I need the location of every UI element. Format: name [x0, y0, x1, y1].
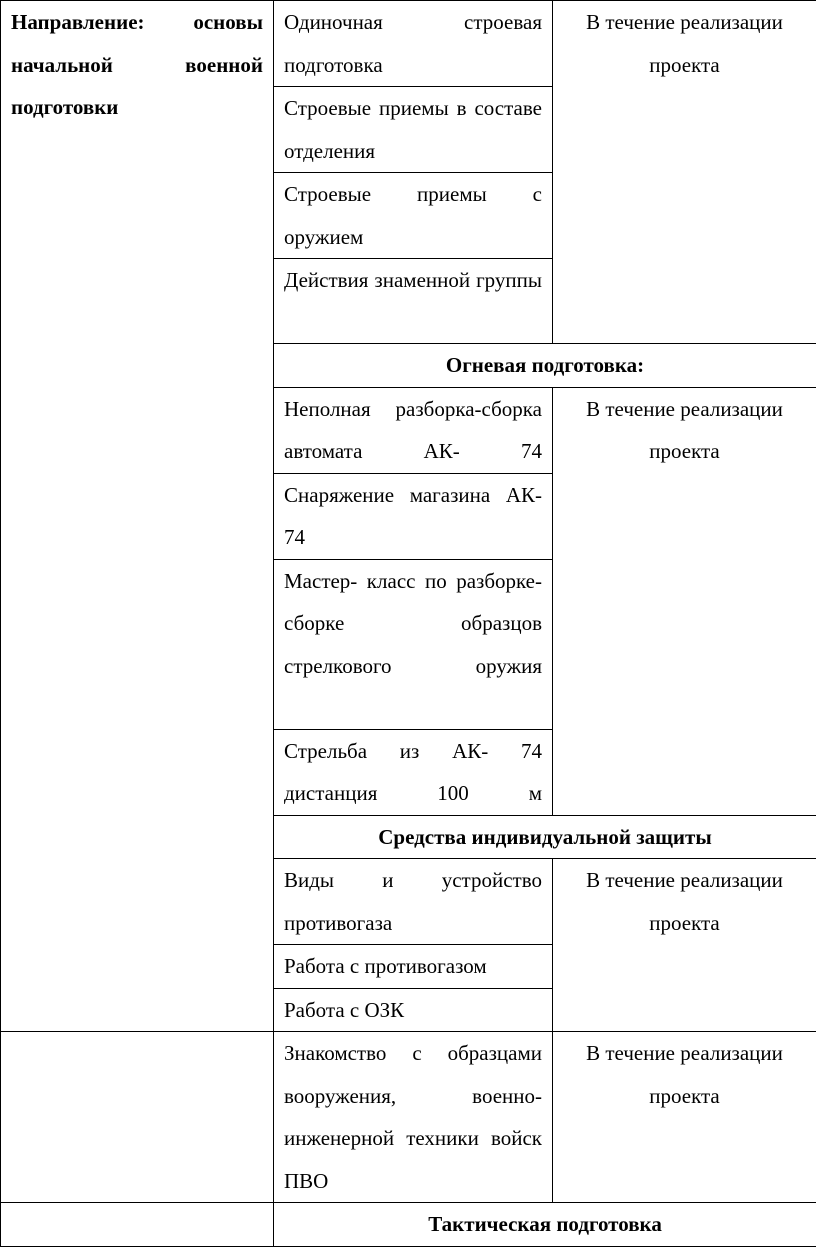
protection-period: В течение реализации проекта	[553, 859, 816, 1032]
empty-cell	[1, 1032, 274, 1203]
weapons-period: В течение реализации проекта	[553, 1032, 816, 1203]
drill-item: Строевые приемы в составе отделения	[274, 87, 553, 173]
fire-item: Неполная разборка-сборка автомата АК- 74	[274, 387, 553, 473]
direction-label	[1, 1, 274, 1032]
drill-period: В течение реализации проекта	[553, 1, 816, 344]
fire-item: Мастер- класс по разборке- сборке образцов стрелкового оружия	[274, 559, 553, 729]
drill-item: Строевые приемы с оружием	[274, 173, 553, 259]
weapons-item: Знакомство с образцами вооружения, военно-инженерной техники войск ПВО	[274, 1032, 553, 1203]
fire-item: Стрельба из АК- 74 дистанция 100 м	[274, 729, 553, 815]
protection-item: Работа с противогазом	[274, 945, 553, 989]
protection-heading: Средства индивидуальной защиты	[274, 815, 816, 859]
drill-item: Действия знаменной группы	[274, 259, 553, 344]
fire-training-heading: Огневая подготовка:	[274, 344, 816, 388]
drill-item: Одиночная строевая подготовка	[274, 1, 553, 87]
empty-cell	[1, 1203, 274, 1247]
tactical-heading: Тактическая подготовка	[274, 1203, 816, 1247]
fire-item: Снаряжение магазина АК- 74	[274, 473, 553, 559]
protection-item: Работа с ОЗК	[274, 988, 553, 1032]
fire-period: В течение реализации проекта	[553, 387, 816, 815]
protection-item: Виды и устройство противогаза	[274, 859, 553, 945]
direction-label-text: Направление: основы начальной военной подготовки	[11, 1, 263, 129]
